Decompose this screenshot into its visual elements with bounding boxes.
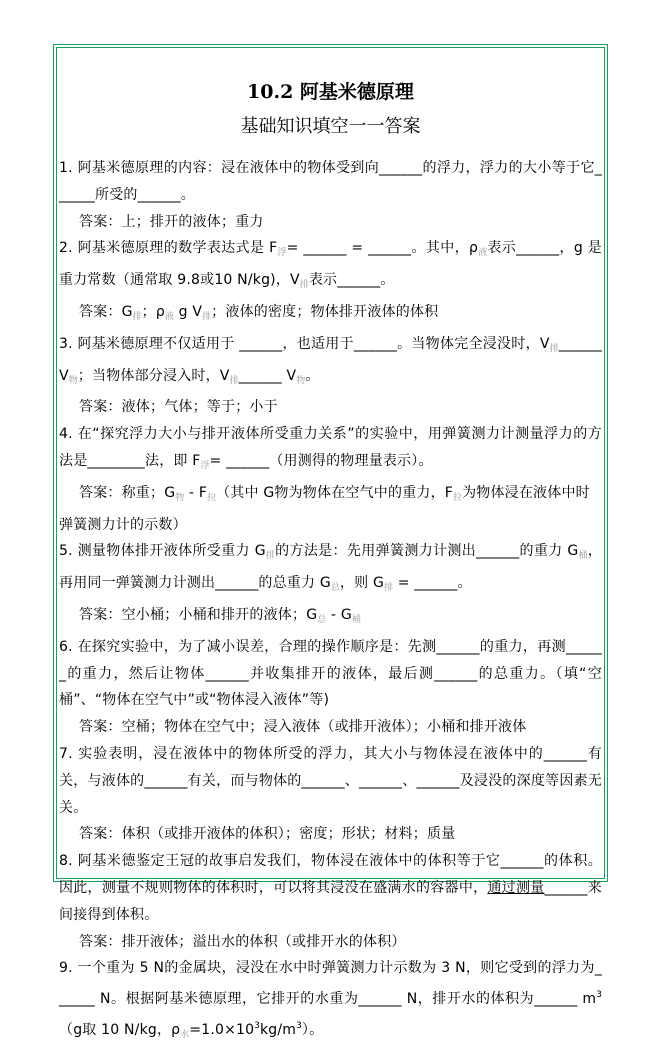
underlined-text: 通过测量: [487, 879, 545, 896]
question-paragraph: [59, 155, 602, 209]
text-segment: ，则 G: [339, 575, 385, 592]
text-segment: （其中 G物为物体在空气中的重力，F: [216, 484, 454, 501]
subscript-text: 液: [478, 248, 488, 259]
text-segment: 5. 测量物体排开液体所受重力 G: [59, 543, 266, 560]
answer-paragraph: [59, 209, 602, 236]
answer-paragraph: [59, 602, 602, 634]
text-segment: 9. 一个重为 5 N的金属块，浸没在水中时弹簧测力计示数为 3 N，则它受到的浮力为______ N。根据阿基米德原理，它排开的水重为______ N，排开水的体积为______ m: [59, 960, 602, 1008]
page-title: 10.2 阿基米德原理: [247, 81, 414, 103]
text-segment: ______ V: [238, 367, 297, 384]
subscript-text: 排: [229, 375, 239, 386]
text-segment: 2. 阿基米德原理的数学表达式是 F: [59, 240, 278, 257]
text-segment: 6. 在探究实验中，为了减小误差，合理的操作顺序是：先测______的重力，再测______的重力，然后让物体______并收集排开的液体，最后测______的总重力。（填“空桶”、“物体在空气中”或“物体浸入液体”等): [59, 638, 602, 709]
worksheet-content: [57, 82, 604, 1049]
question-paragraph: [59, 331, 602, 395]
answer-paragraph: [59, 714, 602, 741]
text-segment: 4. 在“探究浮力大小与排开液体所受重力关系”的实验中，用弹簧测力计测量浮力的方法是________法，即 F: [59, 426, 602, 469]
superscript-text: 3: [254, 1020, 260, 1031]
question-paragraph: [59, 741, 602, 821]
subscript-text: 排: [202, 311, 212, 322]
text-segment: 答案：体积（或排开液体的体积）；密度；形状；材料；质量: [79, 826, 456, 843]
text-segment: 答案：上；排开的液体；重力: [79, 213, 264, 230]
subscript-text: 总: [317, 614, 327, 625]
subscript-text: 桶: [578, 551, 588, 562]
subscript-text: 排: [384, 583, 394, 594]
subscript-text: 浮: [277, 248, 287, 259]
text-segment: ；液体的密度；物体排开液体的体积: [211, 303, 439, 320]
text-segment: 答案：空桶；物体在空气中；浸入液体（或排开液体）；小桶和排开液体: [79, 719, 527, 736]
superscript-text: 3: [296, 1020, 302, 1031]
subscript-text: 排: [549, 343, 559, 354]
subscript-text: 排: [132, 311, 142, 322]
worksheet-body: [59, 155, 602, 1049]
text-segment: 的方法是：先用弹簧测力计测出______的重力 G: [275, 543, 579, 560]
text-segment: = ______。: [393, 575, 472, 592]
text-segment: 答案：排开液体；溢出水的体积（或排开水的体积）: [79, 933, 406, 950]
text-segment: 3. 阿基米德原理不仅适用于 ______，也适用于______。当物体完全浸没时，V: [59, 335, 550, 352]
subscript-text: 桶: [351, 614, 361, 625]
text-segment: （g取 10 N/kg，ρ: [59, 1021, 181, 1038]
subscript-text: 浮: [200, 460, 210, 471]
text-segment: 为物体浸在液体中时弹簧测力计的示数）: [59, 484, 590, 533]
text-segment: 8. 阿基米德鉴定王冠的故事启发我们，物体浸在液体中的体积等于它______的体积。因此，测量不规则物体的体积时，可以将其浸没在盛满水的容器中，: [59, 853, 602, 896]
subscript-text: 排: [299, 280, 309, 291]
question-paragraph: [59, 538, 602, 602]
question-paragraph: [59, 421, 602, 480]
superscript-text: 3: [596, 990, 602, 1001]
subscript-text: 物: [175, 492, 185, 503]
text-segment: = ______（用测得的物理量表示）。: [209, 452, 433, 469]
text-segment: kg/m: [259, 1021, 297, 1038]
text-segment: ______ V: [59, 335, 602, 384]
subscript-text: 拉: [453, 492, 463, 503]
answer-paragraph: [59, 394, 602, 421]
text-segment: ；ρ: [141, 303, 165, 320]
subscript-text: 总: [330, 583, 340, 594]
text-segment: 答案：称重；G: [79, 484, 176, 501]
text-segment: - F: [184, 484, 208, 501]
subscript-text: 液: [164, 311, 174, 322]
text-segment: 答案：G: [79, 303, 133, 320]
answer-paragraph: [59, 821, 602, 848]
text-segment: 答案：空小桶；小桶和排开的液体；G: [79, 606, 318, 623]
answer-paragraph: [59, 299, 602, 331]
text-segment: =1.0×10: [189, 1021, 255, 1038]
text-segment: 答案：液体；气体；等于；小于: [79, 399, 278, 416]
question-paragraph: [59, 235, 602, 299]
text-segment: = ______ = ______。其中，ρ: [286, 240, 479, 257]
question-paragraph: [59, 955, 602, 1048]
text-segment: 。: [305, 367, 320, 384]
text-segment: ______来间接得到体积。: [59, 879, 602, 923]
subscript-text: 拉: [207, 492, 217, 503]
text-segment: ）。: [301, 1021, 324, 1038]
page-subtitle: 基础知识填空一一答案: [240, 116, 421, 137]
text-segment: - G: [326, 606, 352, 623]
text-segment: 7. 实验表明，浸在液体中的物体所受的浮力，其大小与物体浸在液体中的______有关，与液体的______有关，而与物体的______、______、______及浸没的深度等因素无关。: [59, 745, 602, 816]
subscript-text: 物: [68, 375, 78, 386]
subscript-text: 排: [265, 551, 276, 562]
subscript-text: 水: [180, 1029, 190, 1040]
answer-paragraph: [59, 480, 602, 539]
text-segment: 表示______，g 是重力常数（通常取 9.8或10 N/kg)，V: [59, 240, 602, 289]
subscript-text: 物: [296, 375, 306, 386]
answer-paragraph: [59, 929, 602, 956]
question-paragraph: [59, 634, 602, 714]
text-segment: g V: [173, 303, 203, 320]
text-segment: 表示______。: [308, 272, 395, 289]
text-segment: 1. 阿基米德原理的内容：浸在液体中的物体受到向______的浮力，浮力的大小等于它______所受的______。: [59, 160, 602, 203]
text-segment: ，再用同一弹簧测力计测出______的总重力 G: [59, 543, 602, 592]
text-segment: ；当物体部分浸入时，V: [77, 367, 230, 384]
question-paragraph: [59, 848, 602, 928]
